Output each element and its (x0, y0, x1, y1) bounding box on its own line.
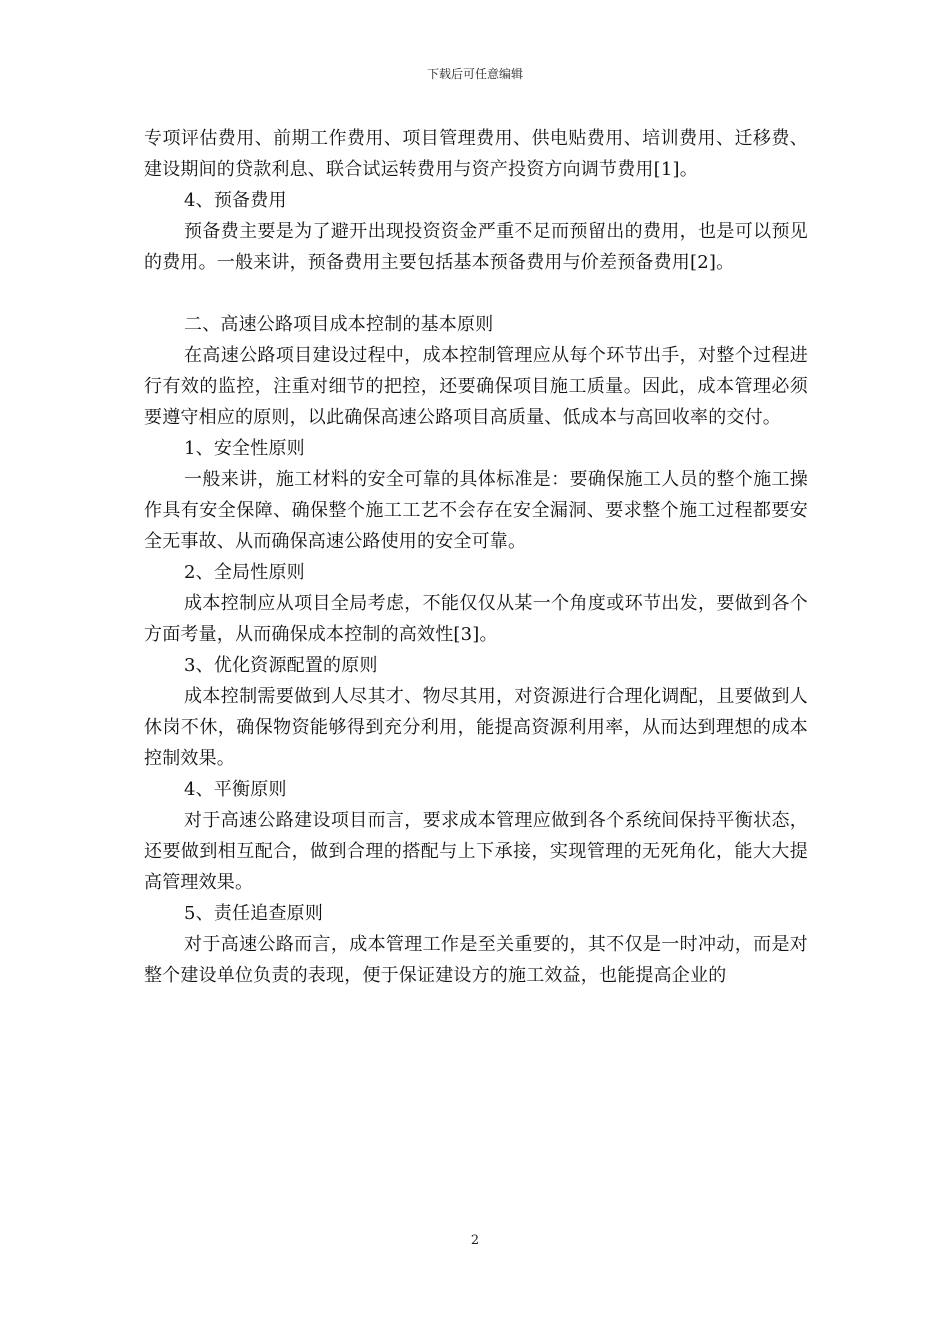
subheading-overall: 2、全局性原则 (184, 562, 305, 583)
page-header: 下载后可任意编辑 (426, 67, 523, 81)
subheading-reserve-cost: 4、预备费用 (184, 190, 287, 211)
paragraph-resource-allocation: 成本控制需要做到人尽其才、物尽其用，对资源进行合理化调配，且要做到人休岗不休，确保物资能够得到充分利用，能提高资源利用率，从而达到理想的成本控制效果。 (144, 686, 808, 769)
section-heading-principles: 二、高速公路项目成本控制的基本原则 (184, 314, 494, 335)
paragraph-balance: 对于高速公路建设项目而言，要求成本管理应做到各个系统间保持平衡状态，还要做到相互配合，做到合理的搭配与上下承接，实现管理的无死角化，能大大提高管理效果。 (144, 810, 808, 893)
subheading-responsibility: 5、责任追查原则 (184, 903, 324, 924)
paragraph-overall: 成本控制应从项目全局考虑，不能仅仅从某一个角度或环节出发，要做到各个方面考量，从而确保成本控制的高效性[3]。 (144, 593, 808, 645)
subheading-resource-allocation: 3、优化资源配置的原则 (184, 655, 378, 676)
subheading-safety: 1、安全性原则 (184, 438, 305, 459)
paragraph-continued: 专项评估费用、前期工作费用、项目管理费用、供电贴费用、培训费用、迁移费、建设期间的贷款利息、联合试运转费用与资产投资方向调节费用[1]。 (144, 128, 808, 180)
paragraph-reserve-cost: 预备费主要是为了避开出现投资资金严重不足而预留出的费用，也是可以预见的费用。一般来讲，预备费用主要包括基本预备费用与价差预备费用[2]。 (144, 221, 808, 273)
document-body (144, 123, 808, 991)
paragraph-responsibility: 对于高速公路而言，成本管理工作是至关重要的，其不仅是一时冲动，而是对整个建设单位负责的表现，便于保证建设方的施工效益，也能提高企业的 (144, 934, 808, 986)
blank-line (144, 278, 808, 309)
page-number: 2 (470, 1233, 480, 1248)
paragraph-safety: 一般来讲，施工材料的安全可靠的具体标准是：要确保施工人员的整个施工操作具有安全保障、确保整个施工工艺不会存在安全漏洞、要求整个施工过程都要安全无事故、从而确保高速公路使用的安全可靠。 (144, 469, 808, 552)
paragraph-principles-intro: 在高速公路项目建设过程中，成本控制管理应从每个环节出手，对整个过程进行有效的监控，注重对细节的把控，还要确保项目施工质量。因此，成本管理必须要遵守相应的原则，以此确保高速公路项目高质量、低成本与高回收率的交付。 (144, 345, 808, 428)
subheading-balance: 4、平衡原则 (184, 779, 287, 800)
